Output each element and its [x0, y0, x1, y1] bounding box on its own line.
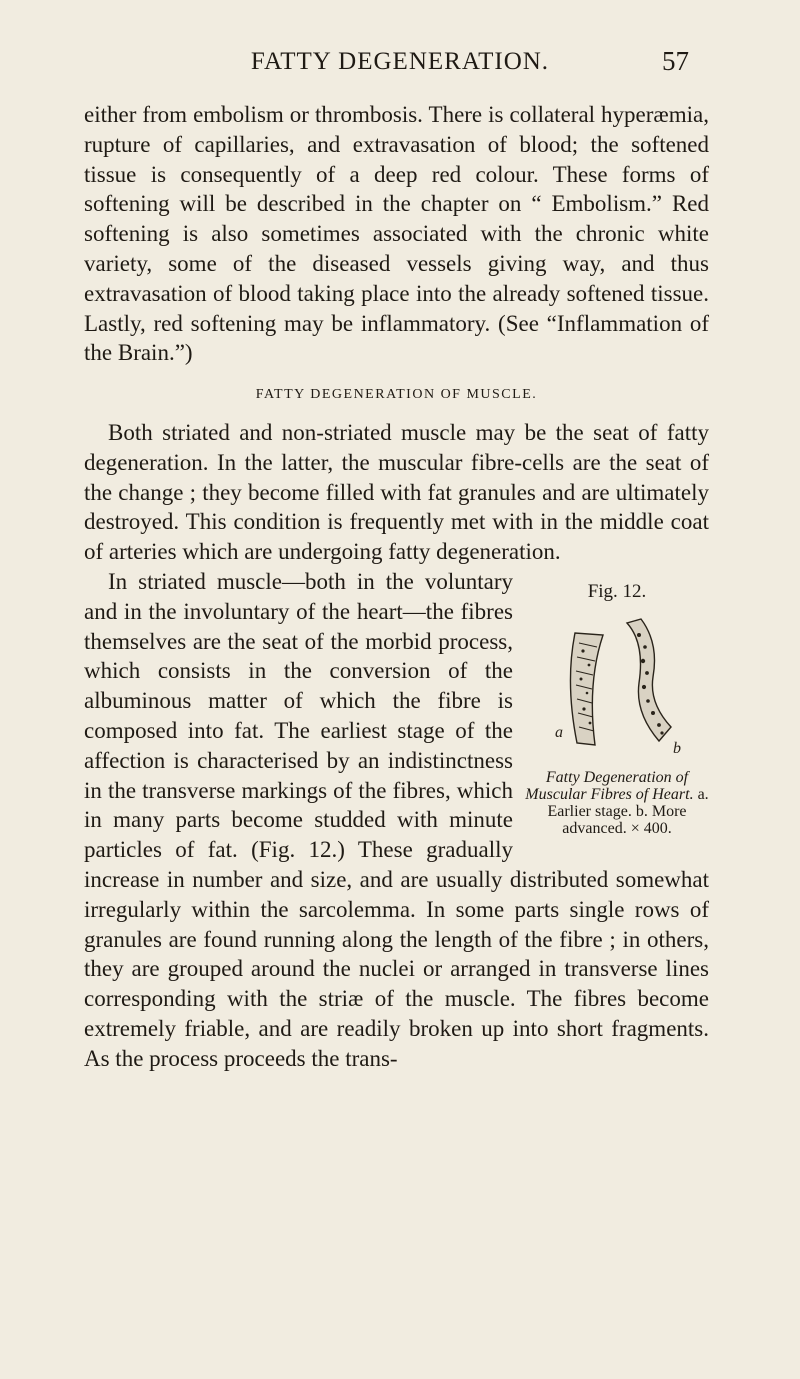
figure-label: Fig. 12. [587, 580, 647, 602]
body-text [84, 100, 709, 1074]
figure-12 [525, 577, 709, 837]
marker-a: a [555, 723, 563, 741]
paragraph-red-softening: either from embolism or thrombosis. There is collateral hyperæmia, rupture of capillaries, and extravasation of blood; the softened tissue is consequently of a deep red colour. These forms of softening will be described in the chapter on “ Embolism.” Red softening is also sometimes associated with the chronic white variety, some of the diseased vessels giving way, and thus extravasation of blood taking place into the already softened tissue. Lastly, red softening may be inflammatory. (See “Inflammation of the Brain.”) [84, 102, 709, 366]
figure-illustration [547, 613, 687, 763]
figure-caption-rest: a. Earlier stage. b. More advanced. × 400. [547, 785, 709, 837]
fibre-a-illustration [570, 633, 603, 745]
running-title: FATTY DEGENERATION. [250, 48, 550, 75]
page-number: 57 [662, 46, 689, 76]
figure-caption-title: Fatty Degeneration of Muscular Fibres of Heart. [525, 768, 694, 803]
fibre-b-illustration [627, 619, 671, 741]
paragraph-muscle-types: Both striated and non-striated muscle may be the seat of fatty degeneration. In the latter, the muscular fibre-cells are the seat of the change ; they become filled with fat granules and are ultimately destroyed. This condition is frequently met with in the middle coat of arteries which are undergoing fatty degeneration. [84, 419, 709, 565]
paragraph-striated-muscle: In striated muscle—both in the voluntary and in the involuntary of the heart—the fibres themselves are the seat of the morbid process, which consists in the conversion of the albuminous matter of which the fibre is composed into fat. The earliest stage of the affection is characterised by an indistinctness in the transverse markings of the fibres, which in many parts become studded with minute particles of fat. (Fig. 12.) These gradually increase in number and size, and are usually distributed somewhat irregularly within the sarcolemma. In some parts single rows of granules are found running along the length of the fibre ; in others, they are grouped around the nuclei or arranged in transverse lines corresponding with the striæ of the muscle. The fibres become extremely friable, and are readily broken up into short fragments. As the process proceeds the trans- [84, 568, 709, 1071]
marker-b: b [673, 739, 681, 757]
figure-caption [525, 769, 709, 837]
section-heading: FATTY DEGENERATION OF MUSCLE. [255, 387, 538, 403]
